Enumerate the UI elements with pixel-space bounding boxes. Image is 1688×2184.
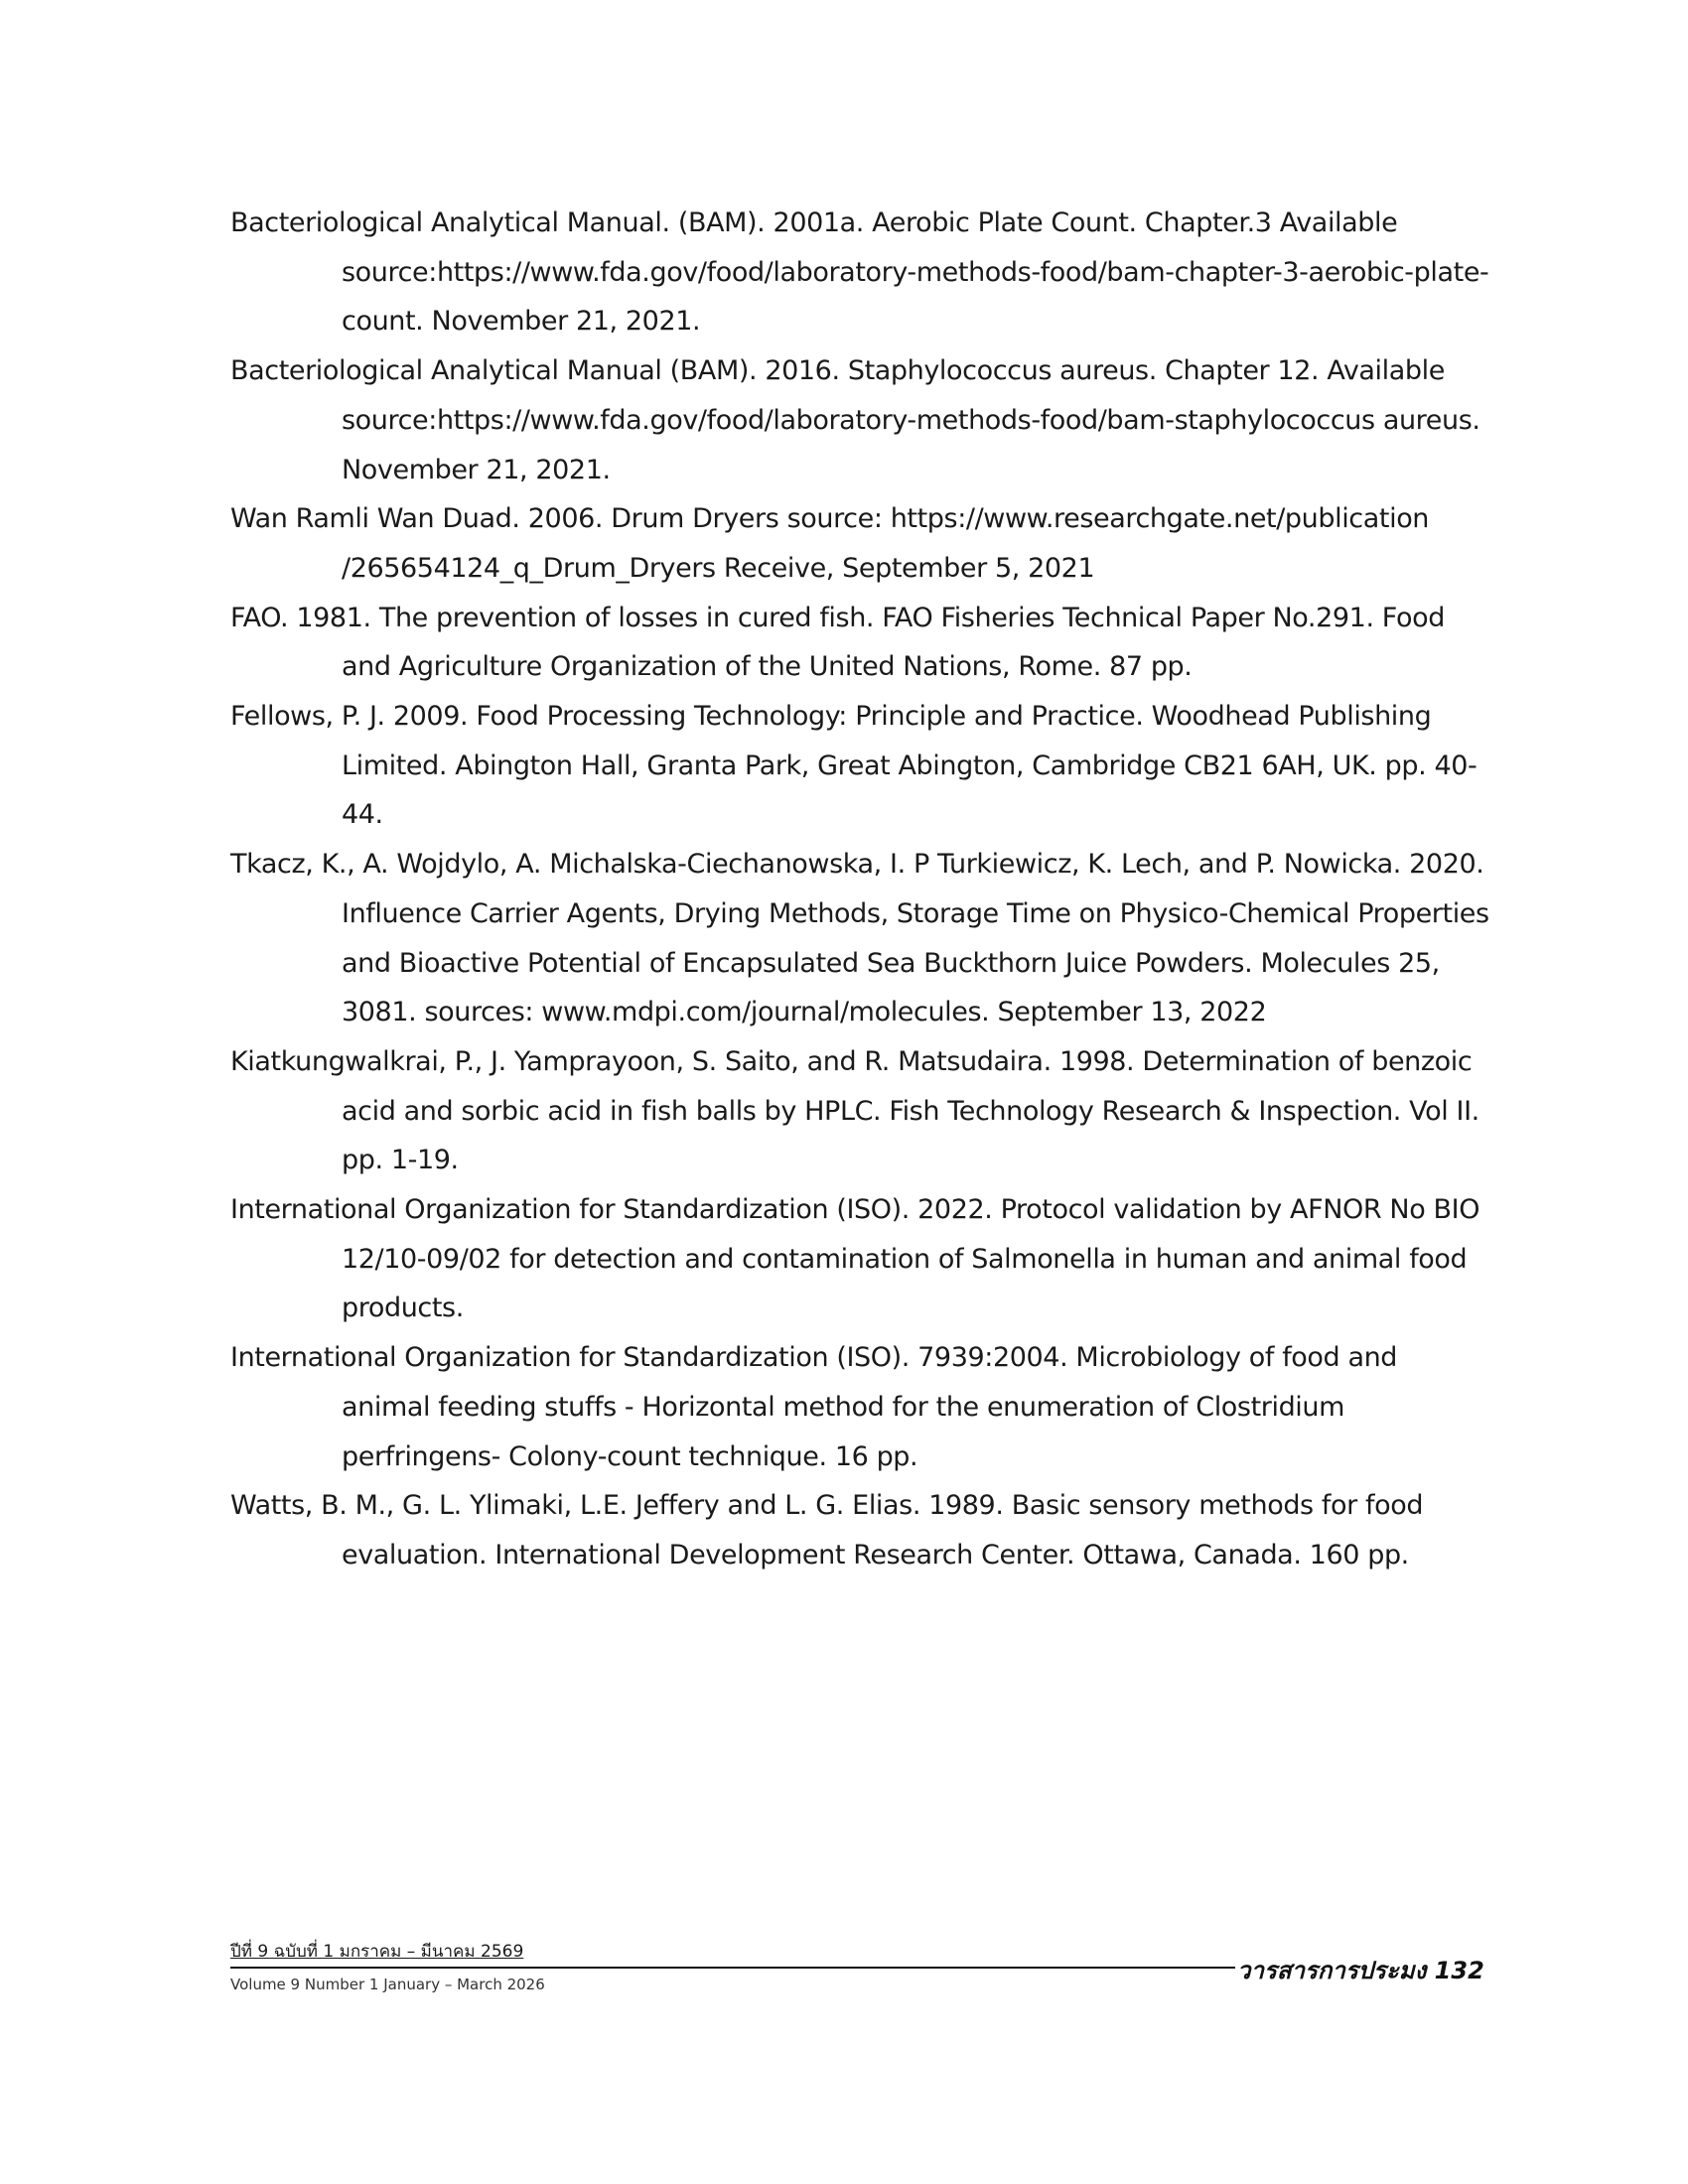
reference-entry: Watts, B. M., G. L. Ylimaki, L.E. Jeffery and L. G. Elias. 1989. Basic sensory methods for food evaluation. International Development Research Center. Ottawa, Canada. 160 pp. [230,1490,1424,1570]
reference-list [230,199,1491,1580]
reference-entry: Kiatkungwalkrai, P., J. Yamprayoon, S. Saito, and R. Matsudaira. 1998. Determination of benzoic acid and sorbic acid in fish balls by HPLC. Fish Technology Research & Inspection. Vol II. pp. 1-19. [230,1045,1479,1176]
footer-issue-english: Volume 9 Number 1 January – March 2026 [230,1976,545,1993]
reference-entry: Fellows, P. J. 2009. Food Processing Technology: Principle and Practice. Woodhead Publishing Limited. Abington Hall, Granta Park, Great Abington, Cambridge CB21 6AH, UK. pp. 40-44. [230,701,1477,831]
footer-journal-page: วารสารการประมง 132 [1237,1957,1484,1984]
reference-entry: Bacteriological Analytical Manual. (BAM). 2001a. Aerobic Plate Count. Chapter.3 Available source:https://www.fda.gov/food/laboratory-methods-food/bam-chapter-3-aerobic-plate-count. November 21, 2021. [230,207,1489,338]
reference-entry: Bacteriological Analytical Manual (BAM). 2016. Staphylococcus aureus. Chapter 12. Available source:https://www.fda.gov/food/laboratory-methods-food/bam-staphylococcus aureus. November 21, 2021. [230,355,1480,485]
reference-entry: Wan Ramli Wan Duad. 2006. Drum Dryers source: https://www.researchgate.net/publication /265654124_q_Drum_Dryers Receive, September 5, 2021 [230,503,1430,584]
footer-rule [230,1967,1235,1969]
reference-entry: FAO. 1981. The prevention of losses in cured fish. FAO Fisheries Technical Paper No.291. Food and Agriculture Organization of the United Nations, Rome. 87 pp. [230,602,1445,683]
reference-entry: International Organization for Standardization (ISO). 2022. Protocol validation by AFNOR No BIO 12/10-09/02 for detection and contamination of Salmonella in human and animal food products. [230,1194,1480,1324]
reference-entry: International Organization for Standardization (ISO). 7939:2004. Microbiology of food and animal feeding stuffs - Horizontal method for the enumeration of Clostridium perfringens- Colony-count technique. 16 pp. [230,1342,1398,1472]
reference-entry: Tkacz, K., A. Wojdylo, A. Michalska-Ciechanowska, I. P Turkiewicz, K. Lech, and P. Nowicka. 2020. Influence Carrier Agents, Drying Methods, Storage Time on Physico-Chemical Properties and Bioactive Potential of Encapsulated Sea Buckthorn Juice Powders. Molecules 25, 3081. sources: www.mdpi.com/journal/molecules. September 13, 2022 [230,849,1489,1028]
footer-issue-thai: ปีที่ 9 ฉบับที่ 1 มกราคม – มีนาคม 2569 [230,1942,524,1962]
